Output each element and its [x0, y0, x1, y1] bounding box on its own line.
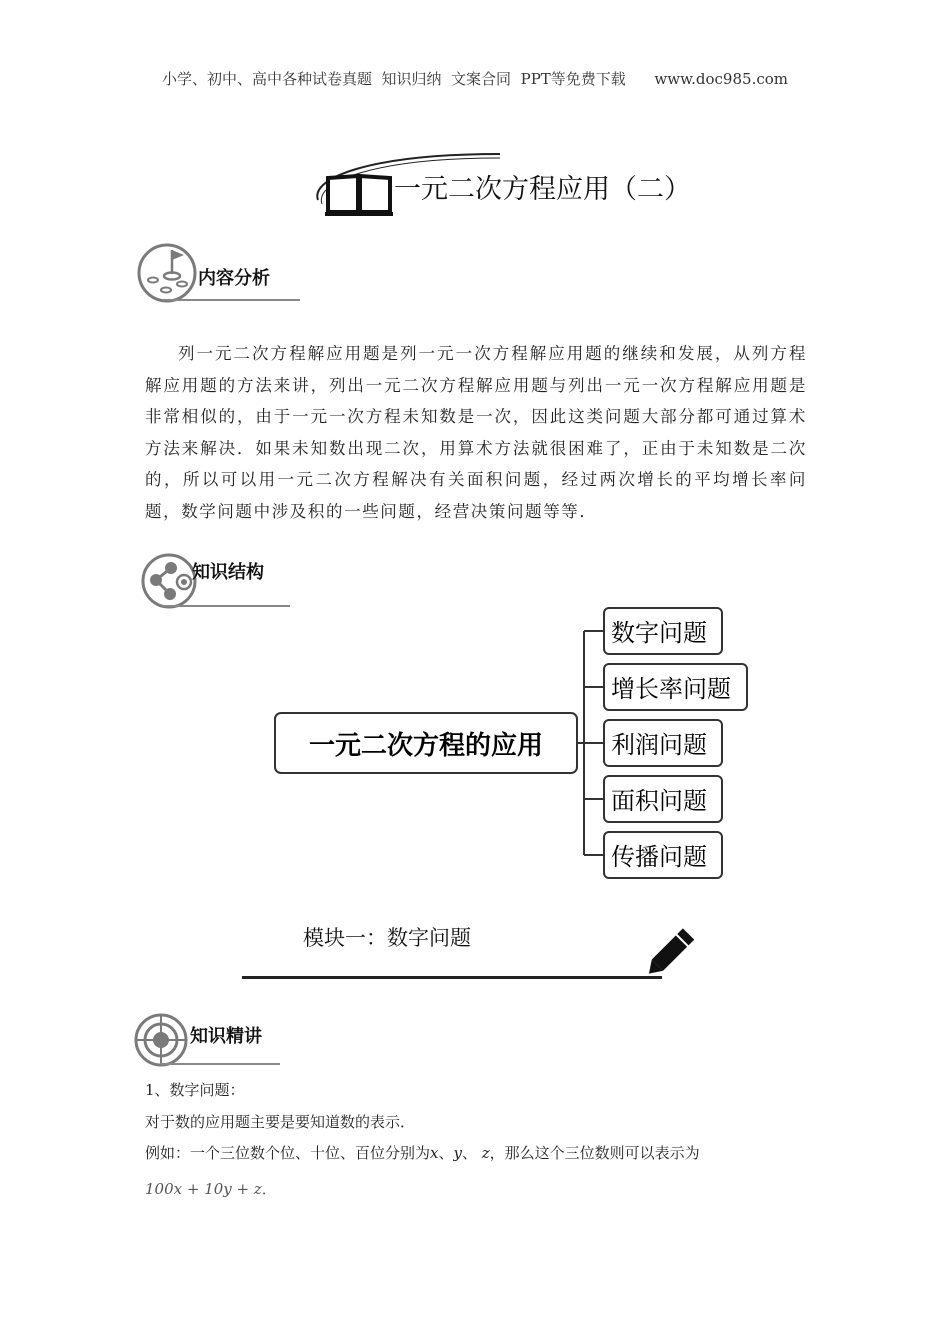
- child-node-label: 数字问题: [611, 619, 707, 647]
- root-node-label: 一元二次方程的应用: [308, 731, 544, 761]
- var-x: x: [430, 1144, 439, 1162]
- mindmap-child-node: [604, 832, 722, 878]
- line2-suffix: ，那么这个三位数则可以表示为: [489, 1144, 700, 1162]
- page-title: 一元二次方程应用（二）: [394, 174, 691, 205]
- var-z: z: [481, 1144, 490, 1162]
- child-node-label: 增长率问题: [611, 675, 731, 703]
- section-title-analysis: 内容分析: [198, 268, 270, 289]
- child-node-label: 传播问题: [611, 843, 707, 871]
- var-y: y: [453, 1144, 462, 1162]
- section-underline: [160, 1063, 280, 1065]
- child-node-label: 利润问题: [611, 731, 707, 759]
- target-flag-icon: [136, 242, 198, 304]
- module-underline: [242, 976, 662, 979]
- module-title: 模块一：数字问题: [303, 926, 471, 950]
- knowledge-heading: 1、数字问题：: [145, 1081, 245, 1099]
- page-header: 小学、初中、高中各种试卷真题 知识归纳 文案合同 PPT等免费下载 www.doc985.com: [161, 70, 788, 88]
- section-title-lecture: 知识精讲: [190, 1026, 262, 1047]
- network-icon: [140, 552, 198, 610]
- line2-prefix: 例如：一个三位数个位、十位、百位分别为: [145, 1144, 431, 1162]
- knowledge-line-1: 对于数的应用题主要是要知道数的表示．: [145, 1113, 416, 1131]
- mindmap-root-node: [275, 713, 577, 773]
- mindmap-child-node: [604, 664, 747, 710]
- section-title-structure: 知识结构: [192, 562, 264, 583]
- separator: 、: [438, 1144, 454, 1162]
- three-digit-formula: 100x + 10y + z: [145, 1180, 262, 1198]
- knowledge-structure-mindmap: [270, 603, 760, 883]
- mindmap-child-node: [604, 776, 722, 822]
- child-node-label: 面积问题: [611, 787, 707, 815]
- formula-end: ．: [261, 1180, 277, 1198]
- formula-line: [145, 1178, 277, 1199]
- mindmap-child-node: [604, 720, 722, 766]
- pencil-icon: [640, 918, 706, 984]
- section-underline: [162, 299, 300, 301]
- mindmap-child-node: [604, 608, 722, 654]
- separator: 、: [461, 1144, 482, 1162]
- mindmap-connectors: [577, 631, 603, 855]
- target-icon: [133, 1012, 189, 1068]
- knowledge-line-2: [145, 1142, 700, 1163]
- intro-paragraph: 列一元二次方程解应用题是列一元一次方程解应用题的继续和发展，从列方程解应用题的方法来讲，列出一元二次方程解应用题与列出一元一次方程解应用题是非常相似的，由于一元一次方程未知数是一次，因此这类问题大部分都可通过算术方法来解决．如果未知数出现二次，用算术方法就很困难了，正由于未知数是二次的，所以可以用一元二次方程解决有关面积问题，经过两次增长的平均增长率问题，数学问题中涉及积的一些问题，经营决策问题等等．: [145, 344, 807, 521]
